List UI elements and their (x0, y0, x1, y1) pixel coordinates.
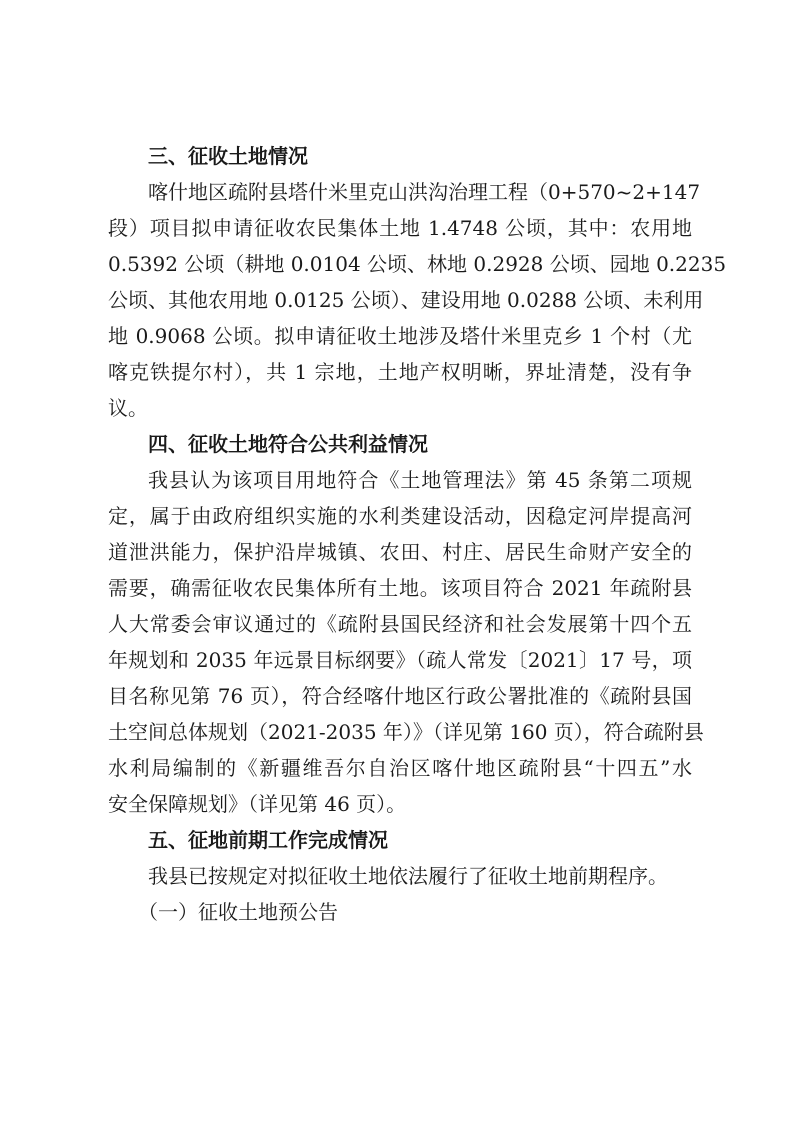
section-3-paragraph (108, 174, 727, 426)
paragraph-line: 目名称见第 76 页），符合经喀什地区行政公署批准的《疏附县国 (108, 684, 692, 708)
section-3-heading: 三、征收土地情况 (148, 144, 308, 168)
paragraph-line: 0.5392 公顷（耕地 0.0104 公顷、林地 0.2928 公顷、园地 0.2235 (108, 252, 727, 276)
paragraph-line: 我县认为该项目用地符合《土地管理法》第 45 条第二项规 (148, 468, 692, 492)
paragraph-line: 道泄洪能力，保护沿岸城镇、农田、村庄、居民生命财产安全的 (108, 540, 692, 564)
document-page (108, 138, 727, 930)
paragraph-line: 喀什地区疏附县塔什米里克山洪沟治理工程（0+570~2+147 (148, 180, 701, 204)
paragraph-line: 公顷、其他农用地 0.0125 公顷）、建设用地 0.0288 公顷、未利用 (108, 288, 704, 312)
paragraph-line: 安全保障规划》（详见第 46 页）。 (108, 792, 407, 816)
paragraph-line: 段）项目拟申请征收农民集体土地 1.4748 公顷，其中：农用地 (108, 216, 692, 240)
paragraph-line: 喀克铁提尔村），共 1 宗地，土地产权明晰，界址清楚，没有争 (108, 360, 692, 384)
paragraph-line: 水利局编制的《新疆维吾尔自治区喀什地区疏附县“十四五”水 (108, 756, 692, 780)
paragraph-line: 地 0.9068 公顷。拟申请征收土地涉及塔什米里克乡 1 个村（尤 (108, 324, 692, 348)
paragraph-line: 土空间总体规划（2021-2035 年）》（详见第 160 页），符合疏附县 (108, 720, 704, 744)
paragraph-line: 议。 (108, 396, 148, 420)
section-5-heading: 五、征地前期工作完成情况 (148, 828, 388, 852)
section-4-heading: 四、征收土地符合公共利益情况 (148, 432, 428, 456)
paragraph-line: 定，属于由政府组织实施的水利类建设活动，因稳定河岸提高河 (108, 504, 692, 528)
paragraph-line: 年规划和 2035 年远景目标纲要》（疏人常发〔2021〕17 号，项 (108, 648, 692, 672)
paragraph-line: 需要，确需征收农民集体所有土地。该项目符合 2021 年疏附县 (108, 576, 692, 600)
paragraph-line: 我县已按规定对拟征收土地依法履行了征收土地前期程序。 (148, 864, 668, 888)
section-4-paragraph (108, 462, 704, 822)
section-5-subheading: （一）征收土地预公告 (138, 900, 338, 924)
paragraph-line: 人大常委会审议通过的《疏附县国民经济和社会发展第十四个五 (108, 612, 692, 636)
section-5-paragraph (108, 858, 692, 894)
